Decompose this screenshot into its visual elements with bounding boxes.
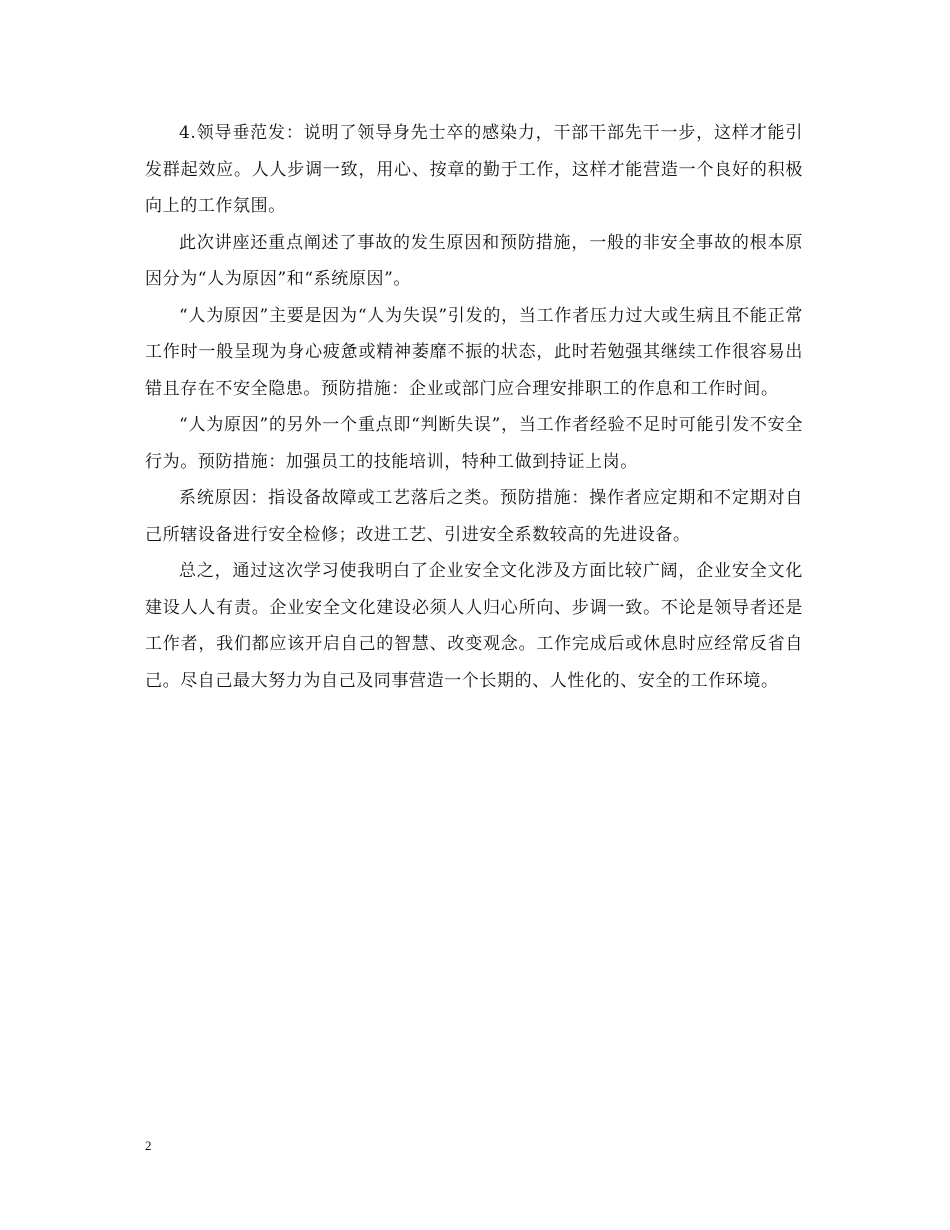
paragraph-system-causes: 系统原因：指设备故障或工艺落后之类。预防措施：操作者应定期和不定期对自己所辖设备进行安全检修；改进工艺、引进安全系数较高的先进设备。 [145,488,803,545]
paragraph-leadership-example: 4.领导垂范发：说明了领导身先士卒的感染力，干部干部先干一步，这样才能引发群起效应。人人步调一致，用心、按章的勤于工作，这样才能营造一个良好的积极向上的工作氛围。 [145,123,803,216]
body-text [145,115,803,699]
paragraph-conclusion: 总之，通过这次学习使我明白了企业安全文化涉及方面比较广阔，企业安全文化建设人人有责。企业安全文化建设必须人人归心所向、步调一致。不论是领导者还是工作者，我们都应该开启自己的智慧、改变观念。工作完成后或休息时应经常反省自己。尽自己最大努力为自己及同事营造一个长期的、人性化的、安全的工作环境。 [145,561,803,691]
page-number: 2 [145,1138,152,1153]
paragraph-human-error: “人为原因”主要是因为“人为失误”引发的，当工作者压力过大或生病且不能正常工作时一般呈现为身心疲惫或精神萎靡不振的状态，此时若勉强其继续工作很容易出错且存在不安全隐患。预防措施：企业或部门应合理安排职工的作息和工作时间。 [145,305,803,399]
paragraph-judgment-error: “人为原因”的另外一个重点即“判断失误”，当工作者经验不足时可能引发不安全行为。预防措施：加强员工的技能培训，特种工做到持证上岗。 [145,415,803,472]
paragraph-accident-causes: 此次讲座还重点阐述了事故的发生原因和预防措施，一般的非安全事故的根本原因分为“人为原因”和“系统原因”。 [145,232,803,289]
